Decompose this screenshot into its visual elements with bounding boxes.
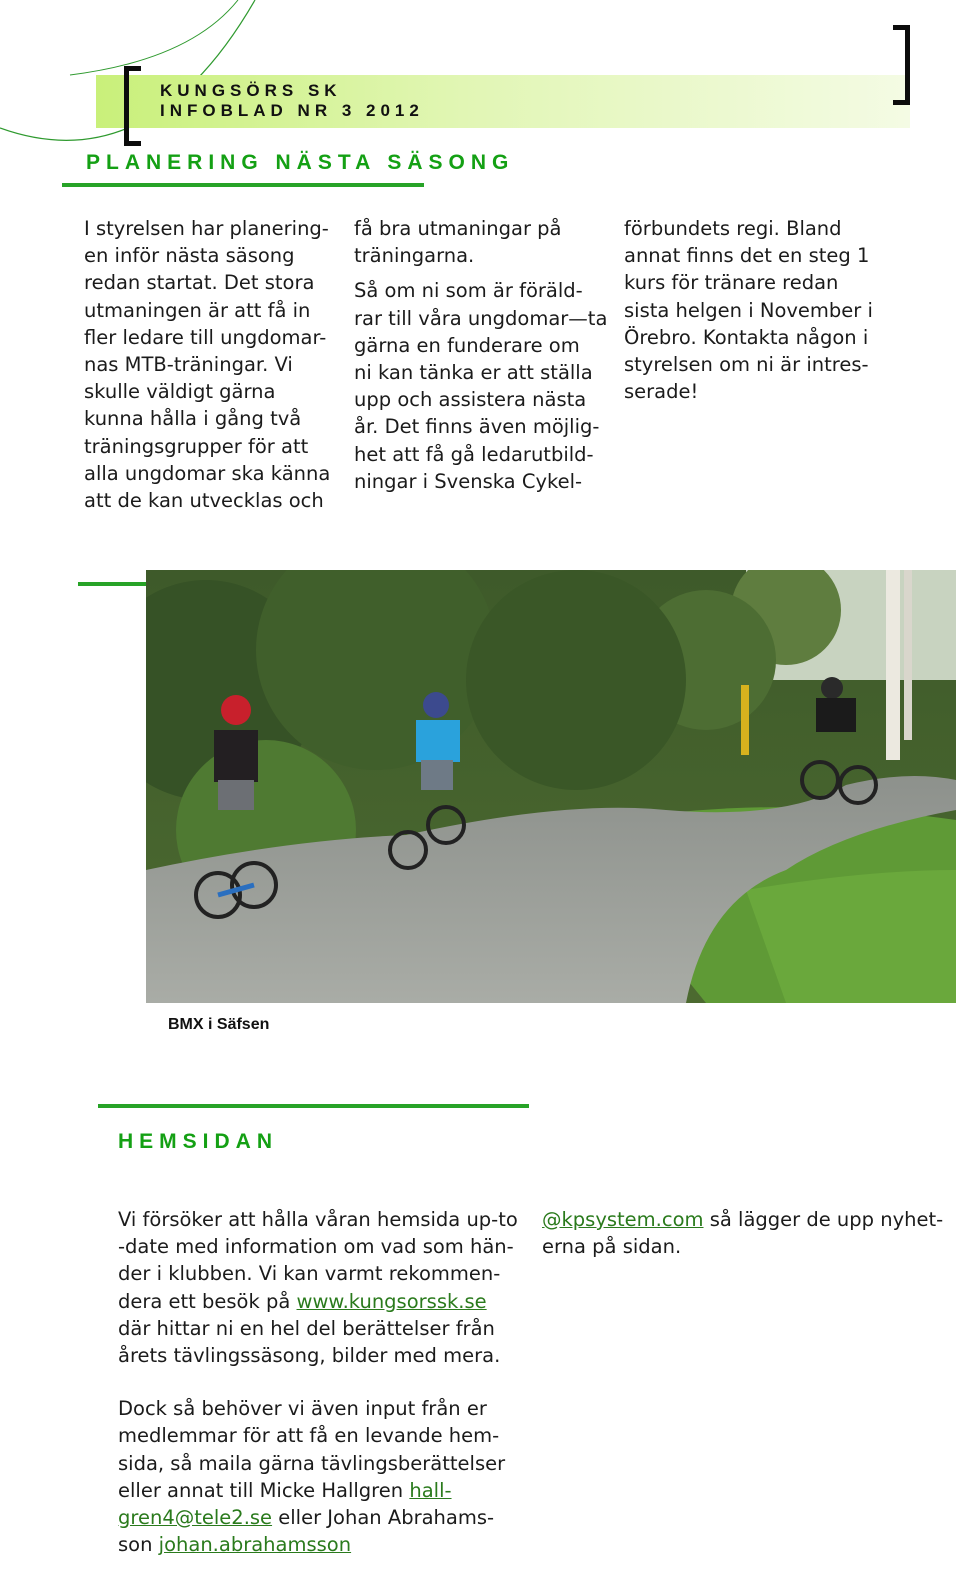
- text-line: [118, 1504, 538, 1531]
- text-line: -date med information om vad som hän-: [118, 1235, 514, 1259]
- paragraph: [354, 215, 619, 269]
- website-link[interactable]: www.kungsorssk.se: [296, 1289, 487, 1313]
- paragraph: [118, 1395, 538, 1558]
- text-line: Örebro. Kontakta någon i: [624, 325, 869, 349]
- text-line: kurs för tränare redan: [624, 271, 839, 295]
- text-fragment: eller Johan Abrahams-: [272, 1506, 495, 1530]
- website-title: HEMSIDAN: [118, 1130, 279, 1153]
- website-column-1: [118, 1206, 538, 1558]
- planning-rule: [62, 183, 424, 187]
- text-line: sida, så maila gärna tävlingsberättelser: [118, 1451, 506, 1475]
- text-line: het att få gå ledarutbild-: [354, 442, 594, 466]
- text-line: utmaningen är att få in: [84, 298, 311, 322]
- text-line: I styrelsen har planering-: [84, 217, 329, 240]
- text-line: sista helgen i November i: [624, 298, 873, 322]
- text-line: att de kan utvecklas och: [84, 489, 324, 513]
- text-line: alla ungdomar ska känna: [84, 461, 331, 485]
- bmx-photo: [146, 570, 956, 1003]
- photo-rule: [78, 582, 148, 586]
- text-line: gärna en funderare om: [354, 333, 580, 357]
- planning-title: PLANERING NÄSTA SÄSONG: [86, 151, 515, 174]
- text-line: [118, 1531, 538, 1558]
- text-line: fler ledare till ungdomar-: [84, 325, 327, 349]
- text-line: träningarna.: [354, 244, 475, 268]
- text-line: Vi försöker att hålla våran hemsida up-to: [118, 1208, 518, 1231]
- text-line: [542, 1206, 952, 1233]
- text-line: [118, 1288, 538, 1315]
- text-line: ningar i Svenska Cykel-: [354, 469, 583, 493]
- paragraph: [354, 277, 619, 495]
- text-line: erna på sidan.: [542, 1235, 682, 1259]
- email-link-hallgren-start[interactable]: hall-: [409, 1478, 452, 1502]
- text-fragment: dera ett besök på: [118, 1289, 297, 1313]
- text-line: årets tävlingssäsong, bilder med mera.: [118, 1344, 501, 1368]
- text-line: medlemmar för att få en levande hem-: [118, 1424, 500, 1448]
- bmx-photo-illustration: [146, 570, 956, 1003]
- planning-column-3: [624, 215, 924, 405]
- left-bracket: [124, 66, 141, 146]
- text-line: kunna hålla i gång två: [84, 407, 302, 431]
- text-line: träningsgrupper för att: [84, 434, 309, 458]
- planning-column-1: [84, 215, 346, 514]
- text-line: upp och assistera nästa: [354, 388, 587, 412]
- paragraph: [118, 1206, 538, 1369]
- text-line: [118, 1477, 538, 1504]
- text-line: styrelsen om ni är intres-: [624, 353, 869, 377]
- text-line: serade!: [624, 380, 699, 404]
- email-link-hallgren-end[interactable]: gren4@tele2.se: [118, 1506, 273, 1530]
- text-fragment: så lägger de upp nyhet-: [703, 1208, 944, 1231]
- email-link-kpsystem[interactable]: @kpsystem.com: [542, 1208, 704, 1231]
- text-line: ni kan tänka er att ställa: [354, 361, 593, 385]
- text-line: där hittar ni en hel del berättelser från: [118, 1316, 495, 1340]
- right-bracket: [893, 25, 910, 105]
- email-link-abrahamsson[interactable]: johan.abrahamsson: [158, 1533, 352, 1557]
- text-line: der i klubben. Vi kan varmt rekommen-: [118, 1262, 501, 1286]
- text-line: förbundets regi. Bland: [624, 217, 842, 240]
- text-line: rar till våra ungdomar—ta: [354, 306, 608, 330]
- text-line: skulle väldigt gärna: [84, 380, 276, 404]
- text-line: Dock så behöver vi även input från er: [118, 1397, 487, 1421]
- planning-column-2: [354, 215, 619, 495]
- website-rule: [98, 1104, 529, 1108]
- text-line: år. Det finns även möjlig-: [354, 415, 600, 439]
- text-line: nas MTB-träningar. Vi: [84, 353, 293, 377]
- text-line: annat finns det en steg 1: [624, 244, 870, 268]
- text-line: en inför nästa säsong: [84, 244, 295, 268]
- issue-label: INFOBLAD NR 3 2012: [160, 101, 424, 120]
- text-line: Så om ni som är föräld-: [354, 279, 583, 303]
- website-column-2: [542, 1206, 952, 1260]
- text-line: redan startat. Det stora: [84, 271, 315, 295]
- text-fragment: eller annat till Micke Hallgren: [118, 1478, 410, 1502]
- text-line: få bra utmaningar på: [354, 217, 562, 240]
- photo-caption: BMX i Säfsen: [168, 1016, 270, 1033]
- org-name: KUNGSÖRS SK: [160, 81, 342, 100]
- text-fragment: son: [118, 1533, 159, 1557]
